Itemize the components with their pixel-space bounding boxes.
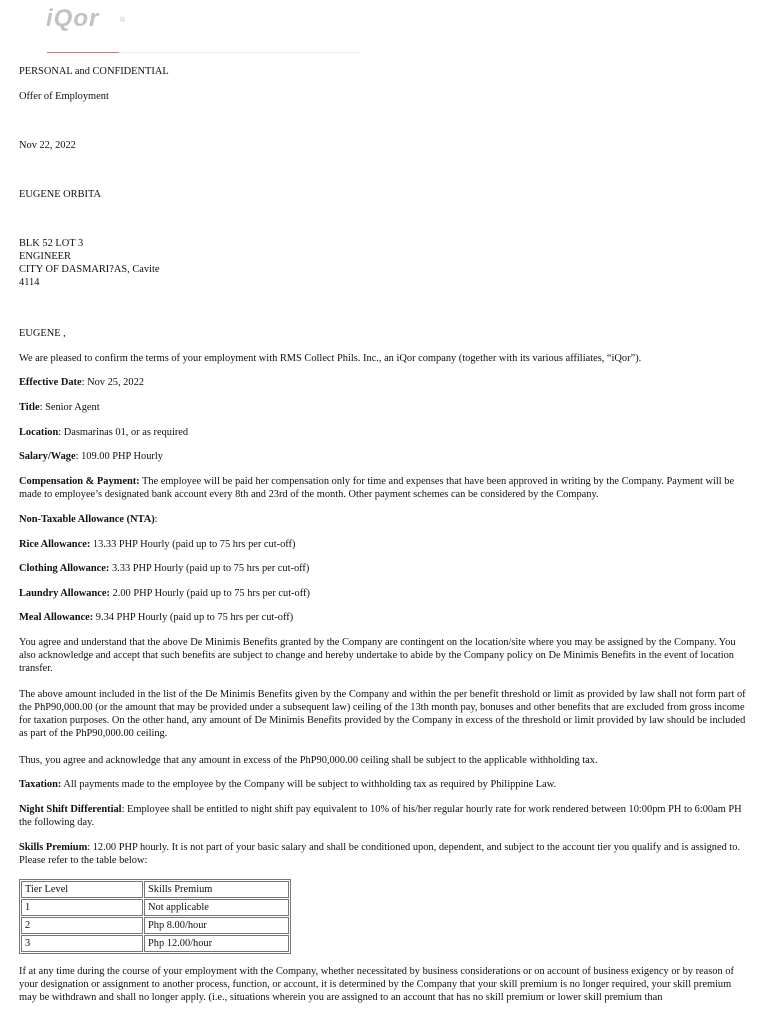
address-line-4: 4114	[19, 277, 40, 288]
registered-mark: ®	[120, 17, 126, 24]
table-cell: Php 8.00/hour	[144, 917, 289, 934]
rice-allowance-label: Rice Allowance:	[19, 539, 91, 550]
recipient-address	[19, 237, 749, 289]
nta-label: Non-Taxable Allowance (NTA)	[19, 514, 155, 525]
rice-allowance	[19, 538, 749, 551]
location-value: : Dasmarinas 01, or as required	[58, 427, 189, 438]
skills-premium-paragraph	[19, 841, 749, 867]
iqor-logo	[46, 5, 128, 42]
taxation-text: All payments made to the employee by the Company will be subject to withholding tax as required by Philippine Law.	[61, 779, 557, 790]
laundry-allowance-value: 2.00 PHP Hourly (paid up to 75 hrs per cut-off)	[109, 588, 310, 599]
intro-paragraph: We are pleased to confirm the terms of your employment with RMS Collect Phils. Inc., an iQor company (together with its various affiliates, “iQor”).	[19, 353, 642, 364]
deminimis-paragraph-2: The above amount included in the list of the De Minimis Benefits given by the Company and within the per benefit threshold or limit as provided by law shall not form part of the PhP90,000.00 (or the amount that may be provided under a subsequent law) ceiling of the 13th month pay, bonuses and other benefits that are excluded from gross income for taxation purposes. On the other hand, any amount of De Minimis Benefits provided by the Company in excess of the threshold or limit provided by law should be included as part of the PhP90,000.00 ceiling.	[19, 689, 746, 739]
table-cell: Php 12.00/hour	[144, 935, 289, 952]
night-shift-paragraph	[19, 803, 749, 829]
salary-value: : 109.00 PHP Hourly	[75, 451, 163, 462]
laundry-allowance	[19, 587, 749, 600]
header-rule	[119, 52, 361, 53]
recipient-name: EUGENE ORBITA	[19, 189, 101, 200]
meal-allowance-value: 9.34 PHP Hourly (paid up to 75 hrs per cut-off)	[93, 612, 294, 623]
table-cell: 2	[21, 917, 143, 934]
table-cell: 1	[21, 899, 143, 916]
night-shift-text: : Employee shall be entitled to night shift pay equivalent to 10% of his/her regular hourly rate for work rendered between 10:00pm PH to 6:00am PH the following day.	[19, 804, 742, 828]
job-title-value: : Senior Agent	[39, 402, 100, 413]
logo-underline	[47, 52, 119, 53]
clothing-allowance-label: Clothing Allowance:	[19, 563, 110, 574]
meal-allowance	[19, 611, 749, 624]
table-row	[21, 899, 289, 916]
salutation: EUGENE ,	[19, 328, 66, 339]
effective-date	[19, 376, 749, 389]
taxation-label: Taxation:	[19, 779, 62, 790]
location-label: Location	[19, 427, 59, 438]
table-header-cell: Tier Level	[21, 881, 143, 898]
table-header-row	[21, 881, 289, 898]
skills-premium-label: Skills Premium	[19, 842, 88, 853]
letter-subject: Offer of Employment	[19, 91, 109, 102]
meal-allowance-label: Meal Allowance:	[19, 612, 94, 623]
job-title	[19, 401, 749, 414]
skills-premium-text: : 12.00 PHP hourly. It is not part of your basic salary and shall be conditioned upon, dependent, and subject to the account tier you qualify and is assigned to. Please refer to the table below:	[19, 842, 741, 866]
address-line-1: BLK 52 LOT 3	[19, 238, 84, 249]
table-row	[21, 935, 289, 952]
taxation-paragraph	[19, 778, 749, 791]
rice-allowance-value: 13.33 PHP Hourly (paid up to 75 hrs per cut-off)	[90, 539, 296, 550]
compensation-text: The employee will be paid her compensation only for time and expenses that have been approved in writing by the Company. Payment will be made to employee’s designated bank account every 8th and 23rd of the month. Other payment schemes can be considered by the Company.	[19, 476, 735, 500]
night-shift-label: Night Shift Differential	[19, 804, 122, 815]
skills-tier-table	[19, 879, 291, 954]
address-line-3: CITY OF DASMARI?AS, Cavite	[19, 264, 160, 275]
compensation-label: Compensation & Payment:	[19, 476, 140, 487]
address-line-2: ENGINEER	[19, 251, 71, 262]
compensation-paragraph	[19, 475, 749, 501]
clothing-allowance	[19, 562, 749, 575]
salary-wage	[19, 450, 749, 463]
skill-premium-withdrawal-paragraph: If at any time during the course of your employment with the Company, whether necessitated by business considerations or on account of business exigency or by reason of your designation or assignment to another process, function, or account, it is determined by the Company that your skill premium is no longer required, your skill premium may be withdrawn and shall no longer apply. (i.e., situations wherein you are assigned to an account that has no skill premium or lower skill premium than	[19, 966, 734, 1003]
table-cell: Not applicable	[144, 899, 289, 916]
clothing-allowance-value: 3.33 PHP Hourly (paid up to 75 hrs per cut-off)	[109, 563, 310, 574]
effective-date-value: : Nov 25, 2022	[81, 377, 144, 388]
table-row	[21, 917, 289, 934]
nta-colon: :	[154, 514, 158, 525]
letter-date: Nov 22, 2022	[19, 140, 76, 151]
nta-heading	[19, 513, 749, 526]
table-header-cell: Skills Premium	[144, 881, 289, 898]
logo-text: iQor	[46, 5, 100, 32]
effective-date-label: Effective Date	[19, 377, 82, 388]
salary-label: Salary/Wage	[19, 451, 76, 462]
job-title-label: Title	[19, 402, 40, 413]
table-cell: 3	[21, 935, 143, 952]
confidential-heading: PERSONAL and CONFIDENTIAL	[19, 66, 169, 77]
laundry-allowance-label: Laundry Allowance:	[19, 588, 110, 599]
deminimis-paragraph-3: Thus, you agree and acknowledge that any amount in excess of the PhP90,000.00 ceiling shall be subject to the applicable withholding tax.	[19, 755, 598, 766]
work-location	[19, 426, 749, 439]
deminimis-paragraph-1: You agree and understand that the above De Minimis Benefits granted by the Company are contingent on the location/site where you may be assigned by the Company. You also acknowledge and accept that such benefits are subject to change and hereby undertake to abide by the Company policy on De Minimis Benefits in the event of location transfer.	[19, 637, 736, 674]
